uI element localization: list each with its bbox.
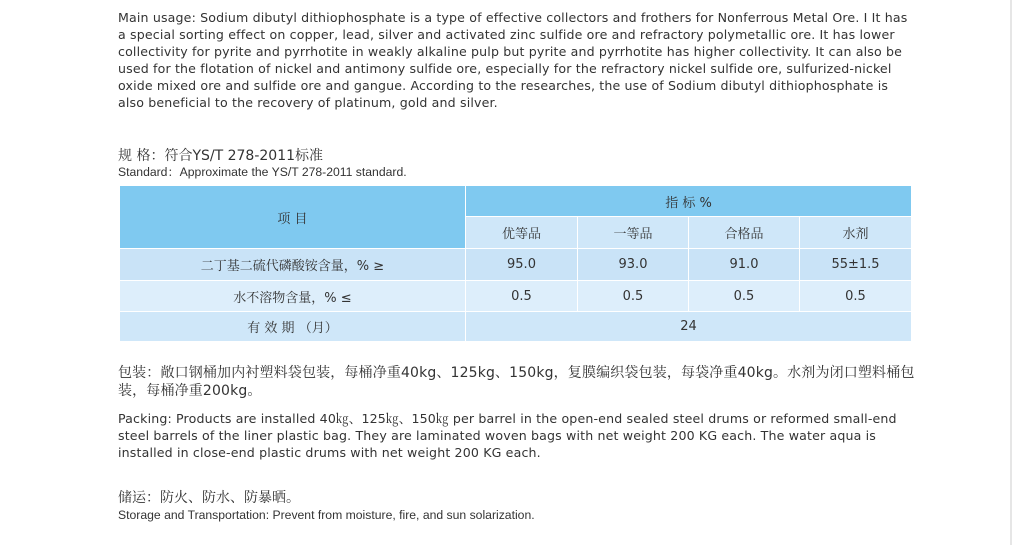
standard-heading-en: Standard：Approximate the YS/T 278-2011 standard. [118, 165, 407, 179]
table-cell: 91.0 [689, 249, 800, 281]
packing-paragraph-en: Packing: Products are installed 40㎏、125㎏、150㎏ per barrel in the open-end sealed steel drums or reformed small-end steel barrels of the liner plastic bag. They are laminated woven bags with net weight 200 KG each. The water aqua is installed in close-end plastic drums with net weight 200 KG each. [118, 411, 897, 460]
table-cell: 0.5 [466, 281, 578, 312]
grade-header: 合格品 [689, 217, 800, 249]
grade-header: 优等品 [466, 217, 578, 249]
table-row [120, 281, 912, 312]
table-cell: 55±1.5 [800, 249, 912, 281]
table-cell: 0.5 [800, 281, 912, 312]
packing-paragraph-cn: 包装：敞口钢桶加内衬塑料袋包装，每桶净重40kg、125kg、150kg，复膜编织袋包装，每袋净重40kg。水剂为闭口塑料桶包装，每桶净重200kg。 [118, 365, 915, 399]
table-cell: 0.5 [689, 281, 800, 312]
table-row [120, 249, 912, 281]
row-label: 水不溶物含量，% ≤ [120, 281, 466, 312]
table-row [120, 312, 912, 342]
shelf-life-label: 有 效 期 （月） [120, 312, 466, 342]
shelf-life-value: 24 [466, 312, 912, 342]
main-usage-paragraph: Main usage: Sodium dibutyl dithiophosphate is a type of effective collectors and frothers for Nonferrous Metal Ore. I It has a special sorting effect on copper, lead, silver and activated zinc sulfide ore and refractory polymetallic ore. It has lower collectivity for pyrite and pyrrhotite in weakly alkaline pulp but pyrite and pyrrhotite has higher collectivity. It can also be used for the flotation of nickel and antimony sulfide ore, especially for the refractory nickel sulfide ore, sulfurized-nickel oxide mixed ore and sulfide ore and gangue. According to the researches, the use of Sodium dibutyl dithiophosphate is also beneficial to the recovery of platinum, gold and silver. [118, 10, 908, 110]
grade-header: 水剂 [800, 217, 912, 249]
item-column-header: 项 目 [120, 186, 466, 249]
grade-header: 一等品 [578, 217, 689, 249]
storage-text-en: Storage and Transportation: Prevent from moisture, fire, and sun solarization. [118, 508, 535, 522]
table-cell: 95.0 [466, 249, 578, 281]
index-column-header: 指 标 % [466, 186, 912, 217]
standard-heading-cn: 规 格：符合YS/T 278-2011标准 [118, 148, 324, 164]
storage-heading-cn: 储运：防火、防水、防暴晒。 [118, 490, 300, 506]
table-cell: 0.5 [578, 281, 689, 312]
specification-table [119, 185, 912, 342]
table-cell: 93.0 [578, 249, 689, 281]
row-label: 二丁基二硫代磷酸铵含量，% ≥ [120, 249, 466, 281]
table-header-row [120, 186, 912, 217]
